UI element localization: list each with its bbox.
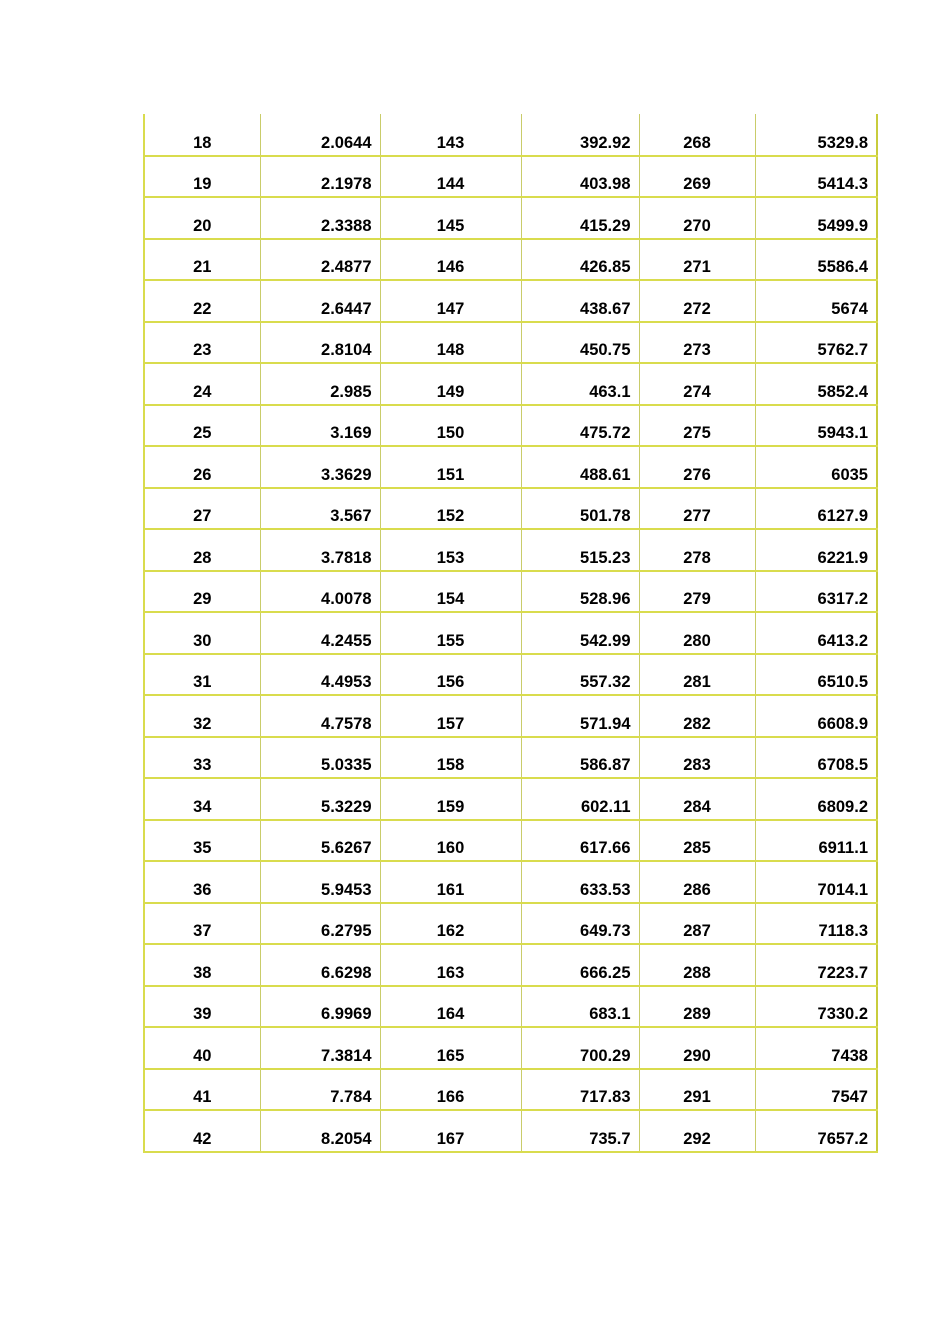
table-body xyxy=(144,114,877,1152)
table-cell-index-c: 282 xyxy=(639,695,755,737)
table-row xyxy=(144,820,877,862)
table-cell-value-c: 6510.5 xyxy=(755,654,877,696)
table-cell-value-b: 649.73 xyxy=(521,903,639,945)
table-cell-index-b: 147 xyxy=(380,280,521,322)
table-cell-index-a: 35 xyxy=(144,820,260,862)
table-cell-value-a: 4.0078 xyxy=(260,571,380,613)
table-cell-value-c: 6809.2 xyxy=(755,778,877,820)
table-cell-value-c: 6413.2 xyxy=(755,612,877,654)
table-cell-index-b: 161 xyxy=(380,861,521,903)
table-cell-index-c: 277 xyxy=(639,488,755,530)
table-cell-value-b: 403.98 xyxy=(521,156,639,198)
table-cell-index-c: 273 xyxy=(639,322,755,364)
table-cell-value-c: 6911.1 xyxy=(755,820,877,862)
table-row xyxy=(144,446,877,488)
table-cell-value-a: 4.4953 xyxy=(260,654,380,696)
table-cell-index-a: 41 xyxy=(144,1069,260,1111)
table-cell-value-b: 666.25 xyxy=(521,944,639,986)
table-cell-value-b: 488.61 xyxy=(521,446,639,488)
table-cell-value-a: 8.2054 xyxy=(260,1110,380,1152)
table-cell-index-b: 167 xyxy=(380,1110,521,1152)
table-row xyxy=(144,1027,877,1069)
table-cell-value-a: 4.7578 xyxy=(260,695,380,737)
table-cell-value-a: 5.9453 xyxy=(260,861,380,903)
table-cell-index-a: 26 xyxy=(144,446,260,488)
table-cell-index-a: 18 xyxy=(144,114,260,156)
table-cell-index-b: 145 xyxy=(380,197,521,239)
table-cell-index-c: 289 xyxy=(639,986,755,1028)
table-cell-index-c: 271 xyxy=(639,239,755,281)
table-cell-value-a: 2.3388 xyxy=(260,197,380,239)
table-cell-index-a: 36 xyxy=(144,861,260,903)
table-row xyxy=(144,114,877,156)
table-cell-index-b: 153 xyxy=(380,529,521,571)
table-cell-value-a: 2.985 xyxy=(260,363,380,405)
table-row xyxy=(144,571,877,613)
table-cell-index-c: 276 xyxy=(639,446,755,488)
table-cell-value-b: 515.23 xyxy=(521,529,639,571)
table-cell-value-c: 6127.9 xyxy=(755,488,877,530)
table-cell-value-c: 5414.3 xyxy=(755,156,877,198)
table-cell-index-b: 155 xyxy=(380,612,521,654)
table-cell-index-c: 280 xyxy=(639,612,755,654)
table-cell-index-a: 33 xyxy=(144,737,260,779)
table-cell-index-c: 287 xyxy=(639,903,755,945)
table-cell-value-a: 7.3814 xyxy=(260,1027,380,1069)
table-cell-index-a: 28 xyxy=(144,529,260,571)
table-cell-value-b: 586.87 xyxy=(521,737,639,779)
table-cell-value-a: 3.169 xyxy=(260,405,380,447)
table-cell-value-c: 5943.1 xyxy=(755,405,877,447)
table-row xyxy=(144,197,877,239)
table-cell-index-c: 275 xyxy=(639,405,755,447)
table-cell-index-b: 150 xyxy=(380,405,521,447)
table-row xyxy=(144,903,877,945)
table-row xyxy=(144,986,877,1028)
table-cell-index-a: 34 xyxy=(144,778,260,820)
table-cell-index-b: 144 xyxy=(380,156,521,198)
table-cell-index-b: 157 xyxy=(380,695,521,737)
table-cell-value-c: 7223.7 xyxy=(755,944,877,986)
table-cell-value-b: 528.96 xyxy=(521,571,639,613)
table-cell-index-c: 284 xyxy=(639,778,755,820)
table-cell-value-b: 557.32 xyxy=(521,654,639,696)
table-cell-value-a: 6.6298 xyxy=(260,944,380,986)
table-cell-value-c: 7657.2 xyxy=(755,1110,877,1152)
table-row xyxy=(144,363,877,405)
table-cell-value-c: 7438 xyxy=(755,1027,877,1069)
table-cell-index-a: 22 xyxy=(144,280,260,322)
table-cell-index-c: 268 xyxy=(639,114,755,156)
table-cell-value-b: 717.83 xyxy=(521,1069,639,1111)
table-row xyxy=(144,156,877,198)
table-row xyxy=(144,280,877,322)
table-cell-value-a: 4.2455 xyxy=(260,612,380,654)
table-cell-index-b: 146 xyxy=(380,239,521,281)
table-cell-value-c: 5586.4 xyxy=(755,239,877,281)
table-cell-value-a: 6.9969 xyxy=(260,986,380,1028)
table-cell-value-a: 3.7818 xyxy=(260,529,380,571)
table-cell-value-b: 392.92 xyxy=(521,114,639,156)
table-cell-value-c: 5762.7 xyxy=(755,322,877,364)
table-cell-index-a: 21 xyxy=(144,239,260,281)
table-cell-index-c: 270 xyxy=(639,197,755,239)
table-cell-index-a: 42 xyxy=(144,1110,260,1152)
table-cell-index-b: 151 xyxy=(380,446,521,488)
table-cell-index-b: 156 xyxy=(380,654,521,696)
table-cell-index-a: 31 xyxy=(144,654,260,696)
table-cell-value-c: 6608.9 xyxy=(755,695,877,737)
table-row xyxy=(144,1110,877,1152)
table-cell-index-a: 32 xyxy=(144,695,260,737)
table-row xyxy=(144,405,877,447)
table-cell-index-c: 292 xyxy=(639,1110,755,1152)
table-cell-value-c: 5499.9 xyxy=(755,197,877,239)
table-cell-index-b: 158 xyxy=(380,737,521,779)
table-cell-value-a: 2.6447 xyxy=(260,280,380,322)
table-cell-index-b: 164 xyxy=(380,986,521,1028)
table-cell-value-a: 2.4877 xyxy=(260,239,380,281)
table-cell-index-c: 290 xyxy=(639,1027,755,1069)
table-cell-value-a: 2.8104 xyxy=(260,322,380,364)
table-row xyxy=(144,695,877,737)
table-row xyxy=(144,322,877,364)
table-row xyxy=(144,861,877,903)
table-cell-value-a: 2.1978 xyxy=(260,156,380,198)
table-cell-value-b: 450.75 xyxy=(521,322,639,364)
table-cell-value-c: 6035 xyxy=(755,446,877,488)
table-cell-value-a: 7.784 xyxy=(260,1069,380,1111)
table-cell-value-c: 7330.2 xyxy=(755,986,877,1028)
table-cell-value-b: 475.72 xyxy=(521,405,639,447)
table-cell-value-a: 5.3229 xyxy=(260,778,380,820)
table-row xyxy=(144,612,877,654)
table-cell-value-b: 617.66 xyxy=(521,820,639,862)
table-cell-index-a: 25 xyxy=(144,405,260,447)
table-cell-index-b: 143 xyxy=(380,114,521,156)
table-cell-value-b: 683.1 xyxy=(521,986,639,1028)
table-row xyxy=(144,944,877,986)
table-cell-index-b: 148 xyxy=(380,322,521,364)
table-cell-index-c: 281 xyxy=(639,654,755,696)
table-cell-index-a: 27 xyxy=(144,488,260,530)
table-cell-value-b: 542.99 xyxy=(521,612,639,654)
table-row xyxy=(144,488,877,530)
table-cell-index-b: 162 xyxy=(380,903,521,945)
table-cell-index-b: 163 xyxy=(380,944,521,986)
table-row xyxy=(144,1069,877,1111)
table-cell-value-a: 3.567 xyxy=(260,488,380,530)
table-cell-index-c: 291 xyxy=(639,1069,755,1111)
table-cell-value-c: 7547 xyxy=(755,1069,877,1111)
table-cell-index-a: 40 xyxy=(144,1027,260,1069)
table-cell-value-b: 501.78 xyxy=(521,488,639,530)
table-row xyxy=(144,529,877,571)
table-cell-index-a: 38 xyxy=(144,944,260,986)
table-cell-value-c: 6708.5 xyxy=(755,737,877,779)
table-cell-index-c: 279 xyxy=(639,571,755,613)
table-cell-value-a: 2.0644 xyxy=(260,114,380,156)
table-cell-value-b: 426.85 xyxy=(521,239,639,281)
table-cell-index-b: 159 xyxy=(380,778,521,820)
table-cell-value-b: 463.1 xyxy=(521,363,639,405)
table-cell-index-c: 286 xyxy=(639,861,755,903)
table-cell-value-b: 571.94 xyxy=(521,695,639,737)
table-cell-index-b: 149 xyxy=(380,363,521,405)
table-cell-value-b: 602.11 xyxy=(521,778,639,820)
table-cell-index-c: 272 xyxy=(639,280,755,322)
table-cell-index-b: 154 xyxy=(380,571,521,613)
table-cell-value-a: 5.6267 xyxy=(260,820,380,862)
table-cell-value-b: 633.53 xyxy=(521,861,639,903)
table-row xyxy=(144,654,877,696)
table-cell-value-b: 438.67 xyxy=(521,280,639,322)
table-cell-value-a: 3.3629 xyxy=(260,446,380,488)
table-cell-index-a: 29 xyxy=(144,571,260,613)
table-cell-index-a: 24 xyxy=(144,363,260,405)
table-row xyxy=(144,239,877,281)
table-cell-index-c: 285 xyxy=(639,820,755,862)
table-row xyxy=(144,778,877,820)
table-cell-value-b: 735.7 xyxy=(521,1110,639,1152)
table-cell-value-b: 415.29 xyxy=(521,197,639,239)
table-cell-value-c: 6317.2 xyxy=(755,571,877,613)
table-cell-index-b: 160 xyxy=(380,820,521,862)
table-cell-index-c: 278 xyxy=(639,529,755,571)
table-cell-value-c: 5852.4 xyxy=(755,363,877,405)
table-cell-index-c: 288 xyxy=(639,944,755,986)
table-cell-index-a: 23 xyxy=(144,322,260,364)
table-cell-value-c: 7118.3 xyxy=(755,903,877,945)
table-cell-index-c: 274 xyxy=(639,363,755,405)
table-cell-index-b: 152 xyxy=(380,488,521,530)
table-cell-index-b: 165 xyxy=(380,1027,521,1069)
table-cell-index-c: 283 xyxy=(639,737,755,779)
table-cell-index-a: 19 xyxy=(144,156,260,198)
table-cell-value-b: 700.29 xyxy=(521,1027,639,1069)
table-cell-value-a: 6.2795 xyxy=(260,903,380,945)
data-table xyxy=(143,114,878,1153)
table-cell-value-a: 5.0335 xyxy=(260,737,380,779)
table-cell-index-a: 39 xyxy=(144,986,260,1028)
table-cell-index-b: 166 xyxy=(380,1069,521,1111)
table-cell-value-c: 7014.1 xyxy=(755,861,877,903)
table-row xyxy=(144,737,877,779)
table-cell-value-c: 5674 xyxy=(755,280,877,322)
table-cell-index-a: 20 xyxy=(144,197,260,239)
table-cell-index-a: 30 xyxy=(144,612,260,654)
table-cell-index-a: 37 xyxy=(144,903,260,945)
table-cell-index-c: 269 xyxy=(639,156,755,198)
table-cell-value-c: 5329.8 xyxy=(755,114,877,156)
table-cell-value-c: 6221.9 xyxy=(755,529,877,571)
